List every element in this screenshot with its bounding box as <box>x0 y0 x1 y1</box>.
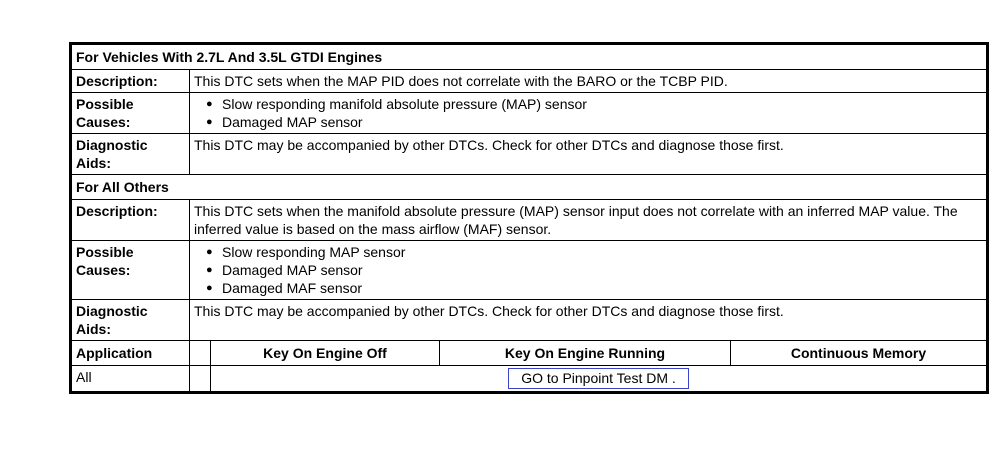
column-koeo: Key On Engine Off <box>211 341 440 366</box>
section-heading: For All Others <box>72 175 987 200</box>
pinpoint-test-link[interactable]: GO to Pinpoint Test DM . <box>508 368 689 389</box>
cause-item: ● Damaged MAP sensor <box>194 261 982 279</box>
diagnostic-aids-label <box>72 300 190 341</box>
possible-causes-row <box>72 93 987 134</box>
section-heading-all-others <box>72 175 987 200</box>
causes-list <box>194 95 982 131</box>
dtc-document <box>69 42 989 394</box>
description-label: Description: <box>72 70 190 93</box>
application-label: Application <box>72 341 190 366</box>
spacer-cell <box>190 341 211 366</box>
diagnostic-aids-row <box>72 134 987 175</box>
diagnostic-aids-label-line2: Aids: <box>76 321 111 337</box>
possible-causes-label-line2: Causes: <box>76 262 131 278</box>
description-row <box>72 200 987 241</box>
diagnostic-aids-text: This DTC may be accompanied by other DTCs. Check for other DTCs and diagnose those first. <box>190 300 987 341</box>
possible-causes-label-line2: Causes: <box>76 114 131 130</box>
application-row <box>72 366 987 392</box>
section-heading: For Vehicles With 2.7L And 3.5L GTDI Engines <box>72 45 987 70</box>
description-text: This DTC sets when the manifold absolute pressure (MAP) sensor input does not correlate with an inferred MAP value. The inferred value is based on the mass airflow (MAF) sensor. <box>190 200 987 241</box>
cause-item: ● Slow responding MAP sensor <box>194 243 982 261</box>
diagnostic-aids-label <box>72 134 190 175</box>
description-text: This DTC sets when the MAP PID does not correlate with the BARO or the TCBP PID. <box>190 70 987 93</box>
spacer-cell <box>190 366 211 392</box>
cause-item: ● Damaged MAF sensor <box>194 279 982 297</box>
diagnostic-aids-row <box>72 300 987 341</box>
diagnostic-aids-label-line1: Diagnostic <box>76 137 148 153</box>
causes-list <box>194 243 982 297</box>
possible-causes-label <box>72 241 190 300</box>
application-row-label: All <box>72 366 190 392</box>
possible-causes-row <box>72 241 987 300</box>
description-row <box>72 70 987 93</box>
section-heading-gtdi <box>72 45 987 70</box>
diagnostic-aids-text: This DTC may be accompanied by other DTCs. Check for other DTCs and diagnose those first. <box>190 134 987 175</box>
cause-item: ● Damaged MAP sensor <box>194 113 982 131</box>
possible-causes-label-line1: Possible <box>76 96 134 112</box>
possible-causes-label <box>72 93 190 134</box>
cause-item: ● Slow responding manifold absolute pressure (MAP) sensor <box>194 95 982 113</box>
diagnostic-aids-label-line2: Aids: <box>76 155 111 171</box>
possible-causes-label-line1: Possible <box>76 244 134 260</box>
description-label: Description: <box>72 200 190 241</box>
column-koer: Key On Engine Running <box>440 341 731 366</box>
diagnostic-aids-label-line1: Diagnostic <box>76 303 148 319</box>
column-continuous-memory: Continuous Memory <box>731 341 987 366</box>
application-header-row <box>72 341 987 366</box>
dtc-table <box>71 44 987 392</box>
